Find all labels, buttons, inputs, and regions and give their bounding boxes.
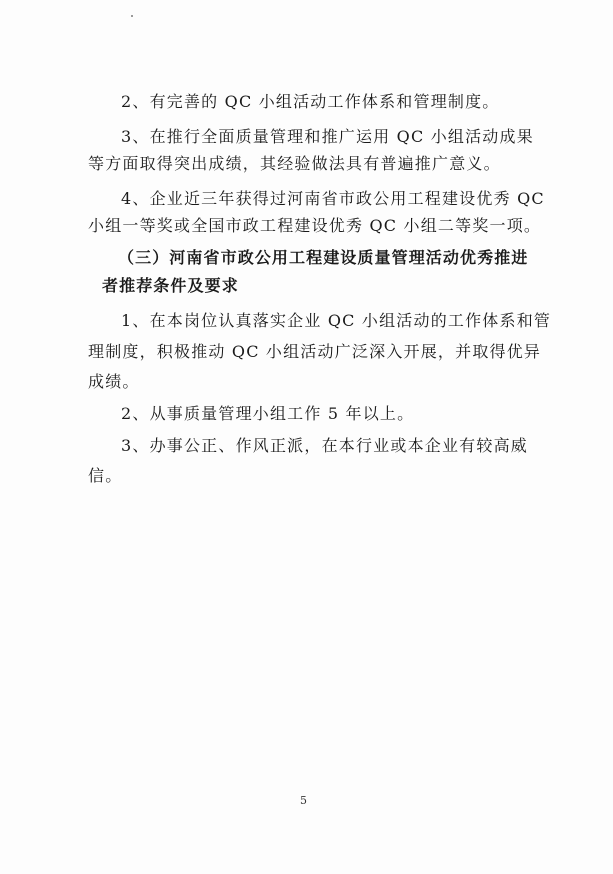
paragraph-line: 3、办事公正、作风正派，在本行业或本企业有较高威 bbox=[121, 436, 528, 455]
scan-speck bbox=[131, 15, 133, 17]
paragraph-line: 等方面取得突出成绩，其经验做法具有普遍推广意义。 bbox=[88, 154, 501, 173]
paragraph-line: 2、有完善的 QC 小组活动工作体系和管理制度。 bbox=[121, 92, 500, 111]
paragraph-line: 2、从事质量管理小组工作 5 年以上。 bbox=[121, 404, 415, 423]
paragraph-line: 理制度，积极推动 QC 小组活动广泛深入开展，并取得优异 bbox=[88, 342, 542, 361]
section-heading: （三）河南省市政公用工程建设质量管理活动优秀推进 bbox=[118, 248, 529, 267]
paragraph-line: 1、在本岗位认真落实企业 QC 小组活动的工作体系和管 bbox=[121, 311, 552, 330]
paragraph-line: 3、在推行全面质量管理和推广运用 QC 小组活动成果 bbox=[121, 127, 534, 146]
paragraph-line: 成绩。 bbox=[88, 372, 140, 391]
paragraph-line: 小组一等奖或全国市政工程建设优秀 QC 小组二等奖一项。 bbox=[88, 216, 542, 235]
paragraph-line: 信。 bbox=[88, 466, 123, 485]
section-heading: 者推荐条件及要求 bbox=[102, 276, 239, 295]
page-number: 5 bbox=[300, 794, 307, 807]
paragraph-line: 4、企业近三年获得过河南省市政公用工程建设优秀 QC bbox=[121, 189, 545, 208]
